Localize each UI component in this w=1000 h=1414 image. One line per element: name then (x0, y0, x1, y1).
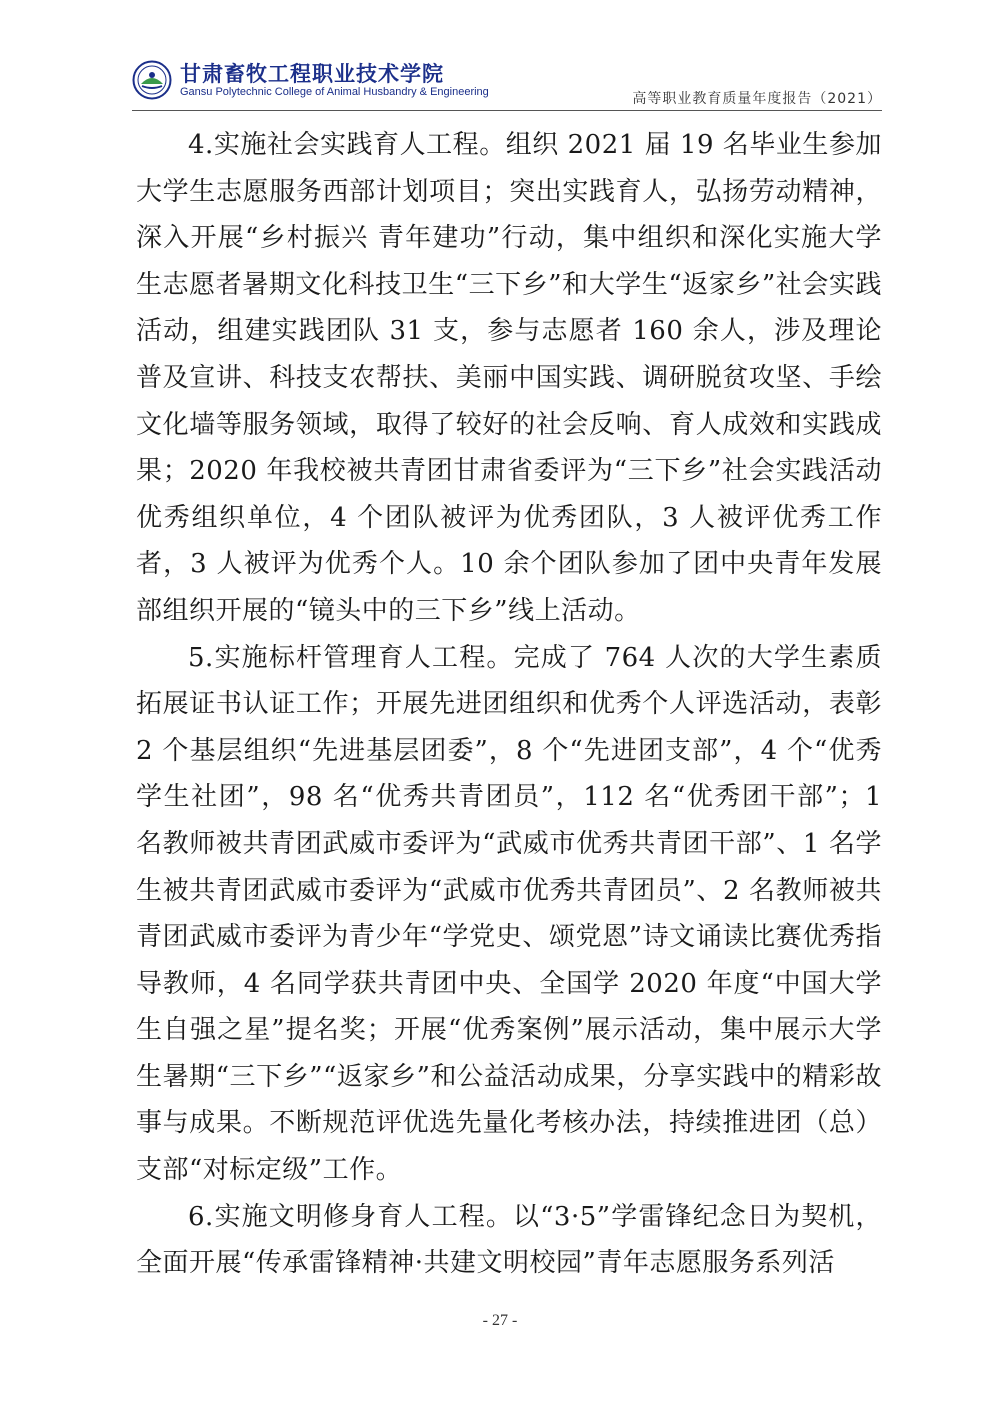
school-emblem-icon (132, 60, 172, 100)
paragraph-social-practice: 4.实施社会实践育人工程。组织 2021 届 19 名毕业生参加大学生志愿服务西部计划项目；突出实践育人，弘扬劳动精神，深入开展“乡村振兴 青年建功”行动，集中组织和深化实施大学生志愿者暑期文化科技卫生“三下乡”和大学生“返家乡”社会实践活动，组建实践团队 31 支，参与志愿者 160 余人，涉及理论普及宣讲、科技支农帮扶、美丽中国实践、调研脱贫攻坚、手绘文化墙等服务领域，取得了较好的社会反响、育人成效和实践成果；2020 年我校被共青团甘肃省委评为“三下乡”社会实践活动优秀组织单位，4 个团队被评为优秀团队，3 人被评优秀工作者，3 人被评为优秀个人。10 余个团队参加了团中央青年发展部组织开展的“镜头中的三下乡”线上活动。 (136, 130, 882, 626)
school-name-cn: 甘肃畜牧工程职业技术学院 (180, 62, 444, 86)
paragraph-civilized-cultivation: 6.实施文明修身育人工程。以“3·5”学雷锋纪念日为契机，全面开展“传承雷锋精神·共建文明校园”青年志愿服务系列活 (136, 1201, 882, 1279)
report-title: 高等职业教育质量年度报告（2021） (632, 91, 882, 107)
paragraph-benchmark-management: 5.实施标杆管理育人工程。完成了 764 人次的大学生素质拓展证书认证工作；开展先进团组织和优秀个人评选活动，表彰 2 个基层组织“先进基层团委”，8 个“先进团支部”，4 个“优秀学生社团”，98 名“优秀共青团员”，112 名“优秀团干部”；1 名教师被共青团武威市委评为“武威市优秀共青团干部”、1 名学生被共青团武威市委评为“武威市优秀共青团员”、2 名教师被共青团武威市委评为青少年“学党史、颂党恩”诗文诵读比赛优秀指导教师，4 名同学获共青团中央、全国学 2020 年度“中国大学生自强之星”提名奖；开展“优秀案例”展示活动，集中展示大学生暑期“三下乡”“返家乡”和公益活动成果，分享实践中的精彩故事与成果。不断规范评优选先量化考核办法，持续推进团（总）支部“对标定级”工作。 (136, 642, 882, 1186)
header-divider (132, 110, 882, 111)
document-body (136, 122, 882, 1287)
page-number: - 27 - (482, 1312, 518, 1329)
school-name-en: Gansu Polytechnic College of Animal Husbandry & Engineering (180, 86, 489, 98)
page-header (132, 58, 882, 110)
